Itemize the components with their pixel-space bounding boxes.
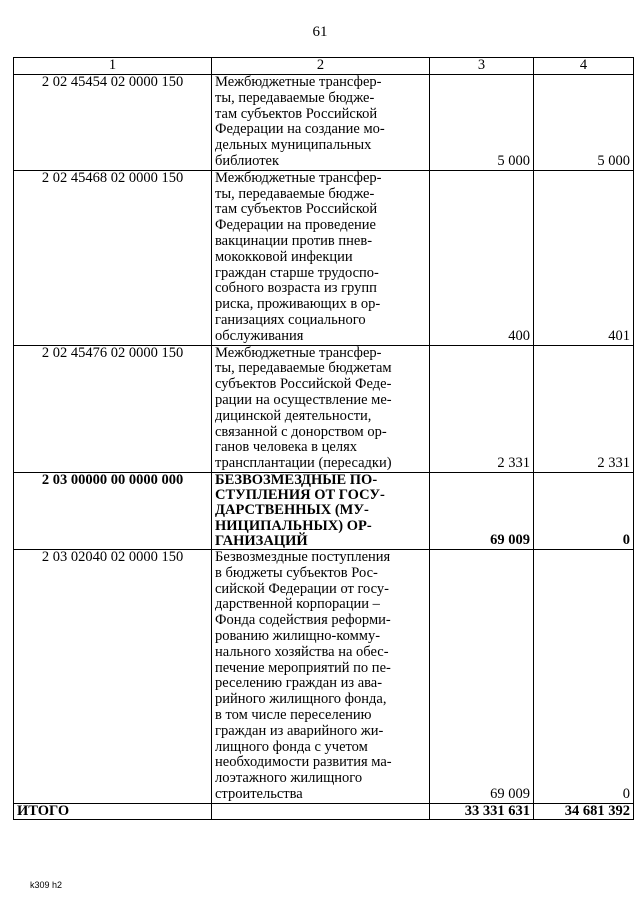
- desc-line: там субъектов Российской: [215, 105, 378, 122]
- desc-line: собного возраста из групп: [215, 280, 377, 297]
- desc-line: Безвозмездные поступления: [215, 548, 391, 565]
- desc-line: реселению граждан из ава-: [215, 675, 383, 692]
- desc-line: дарственной корпорации –: [215, 596, 380, 613]
- budget-table: [13, 57, 634, 820]
- desc-line: Федерации на создание мо-: [215, 121, 385, 138]
- desc-line: ганов человека в целях: [215, 439, 357, 456]
- desc-line: рийного жилищного фонда,: [215, 691, 387, 708]
- desc-line: рации на осуществление ме-: [215, 391, 392, 408]
- desc-line: ДАРСТВЕННЫХ (МУ-: [215, 502, 369, 519]
- desc-line: печение мероприятий по пе-: [215, 659, 391, 676]
- row-description: [212, 75, 430, 171]
- desc-line: СТУПЛЕНИЯ ОТ ГОСУ-: [215, 487, 385, 504]
- desc-line: сийской Федерации от госу-: [215, 580, 389, 597]
- total-label: ИТОГО: [14, 803, 212, 820]
- desc-line: необходимости развития ма-: [215, 754, 392, 771]
- desc-line: ты, передаваемые бюджетам: [215, 360, 392, 377]
- row-value-col4: 5 000: [534, 75, 634, 171]
- row-value-col3: 69 009: [430, 472, 534, 549]
- column-header-1: 1: [14, 58, 212, 75]
- row-code: 2 02 45476 02 0000 150: [14, 345, 212, 472]
- total-empty-cell: [212, 803, 430, 820]
- row-value-col3: 5 000: [430, 75, 534, 171]
- desc-line: лоэтажного жилищного: [215, 770, 363, 787]
- total-row: [14, 803, 634, 820]
- row-description: [212, 170, 430, 345]
- header-row: [14, 58, 634, 75]
- desc-line: там субъектов Российской: [215, 201, 378, 218]
- total-value-col4: 34 681 392: [534, 803, 634, 820]
- desc-line: НИЦИПАЛЬНЫХ) ОР-: [215, 517, 372, 534]
- table-row: [14, 345, 634, 472]
- desc-line: Межбюджетные трансфер-: [215, 74, 382, 90]
- desc-line: БЕЗВОЗМЕЗДНЫЕ ПО-: [215, 471, 378, 488]
- row-value-col4: 401: [534, 170, 634, 345]
- desc-line: ГАНИЗАЦИЙ: [215, 532, 308, 549]
- desc-line: Межбюджетные трансфер-: [215, 344, 382, 361]
- column-header-2: 2: [212, 58, 430, 75]
- desc-line: ганизациях социального: [215, 311, 366, 328]
- desc-line: риска, проживающих в ор-: [215, 296, 381, 313]
- row-value-col4: 2 331: [534, 345, 634, 472]
- row-value-col3: 2 331: [430, 345, 534, 472]
- desc-line: библиотек: [215, 152, 280, 169]
- page-number: 61: [312, 24, 328, 40]
- row-code: 2 03 02040 02 0000 150: [14, 549, 212, 803]
- desc-line: рованию жилищно-комму-: [215, 627, 381, 644]
- desc-line: Межбюджетные трансфер-: [215, 169, 382, 186]
- row-value-col4: 0: [534, 549, 634, 803]
- column-header-4: 4: [534, 58, 634, 75]
- desc-line: лищного фонда с учетом: [215, 738, 368, 755]
- desc-line: ты, передаваемые бюдже-: [215, 89, 375, 106]
- desc-line: трансплантации (пересадки): [215, 455, 392, 472]
- desc-line: вакцинации против пнев-: [215, 232, 373, 249]
- desc-line: граждан старше трудоспо-: [215, 264, 379, 281]
- desc-line: ты, передаваемые бюдже-: [215, 185, 375, 202]
- row-code: 2 03 00000 00 0000 000: [14, 472, 212, 549]
- desc-line: в том числе переселению: [215, 706, 372, 723]
- desc-line: в бюджеты субъектов Рос-: [215, 564, 378, 581]
- table-row: [14, 549, 634, 803]
- total-value-col3: 33 331 631: [430, 803, 534, 820]
- desc-line: граждан из аварийного жи-: [215, 722, 384, 739]
- table-row: [14, 75, 634, 171]
- desc-line: нального хозяйства на обес-: [215, 643, 389, 660]
- column-header-3: 3: [430, 58, 534, 75]
- desc-line: дицинской деятельности,: [215, 407, 372, 424]
- row-description: [212, 472, 430, 549]
- table-row: [14, 170, 634, 345]
- desc-line: мококковой инфекции: [215, 248, 353, 265]
- desc-line: субъектов Российской Феде-: [215, 376, 392, 393]
- row-code: 2 02 45454 02 0000 150: [14, 75, 212, 171]
- row-value-col3: 69 009: [430, 549, 534, 803]
- row-value-col3: 400: [430, 170, 534, 345]
- desc-line: обслуживания: [215, 327, 304, 344]
- row-value-col4: 0: [534, 472, 634, 549]
- table-row: [14, 472, 634, 549]
- desc-line: дельных муниципальных: [215, 137, 372, 154]
- row-description: [212, 549, 430, 803]
- desc-line: Фонда содействия реформи-: [215, 612, 391, 629]
- desc-line: связанной с донорством ор-: [215, 423, 387, 440]
- desc-line: Федерации на проведение: [215, 217, 376, 234]
- footer-code: k309 h2: [30, 880, 63, 890]
- desc-line: строительства: [215, 785, 303, 802]
- row-code: 2 02 45468 02 0000 150: [14, 170, 212, 345]
- row-description: [212, 345, 430, 472]
